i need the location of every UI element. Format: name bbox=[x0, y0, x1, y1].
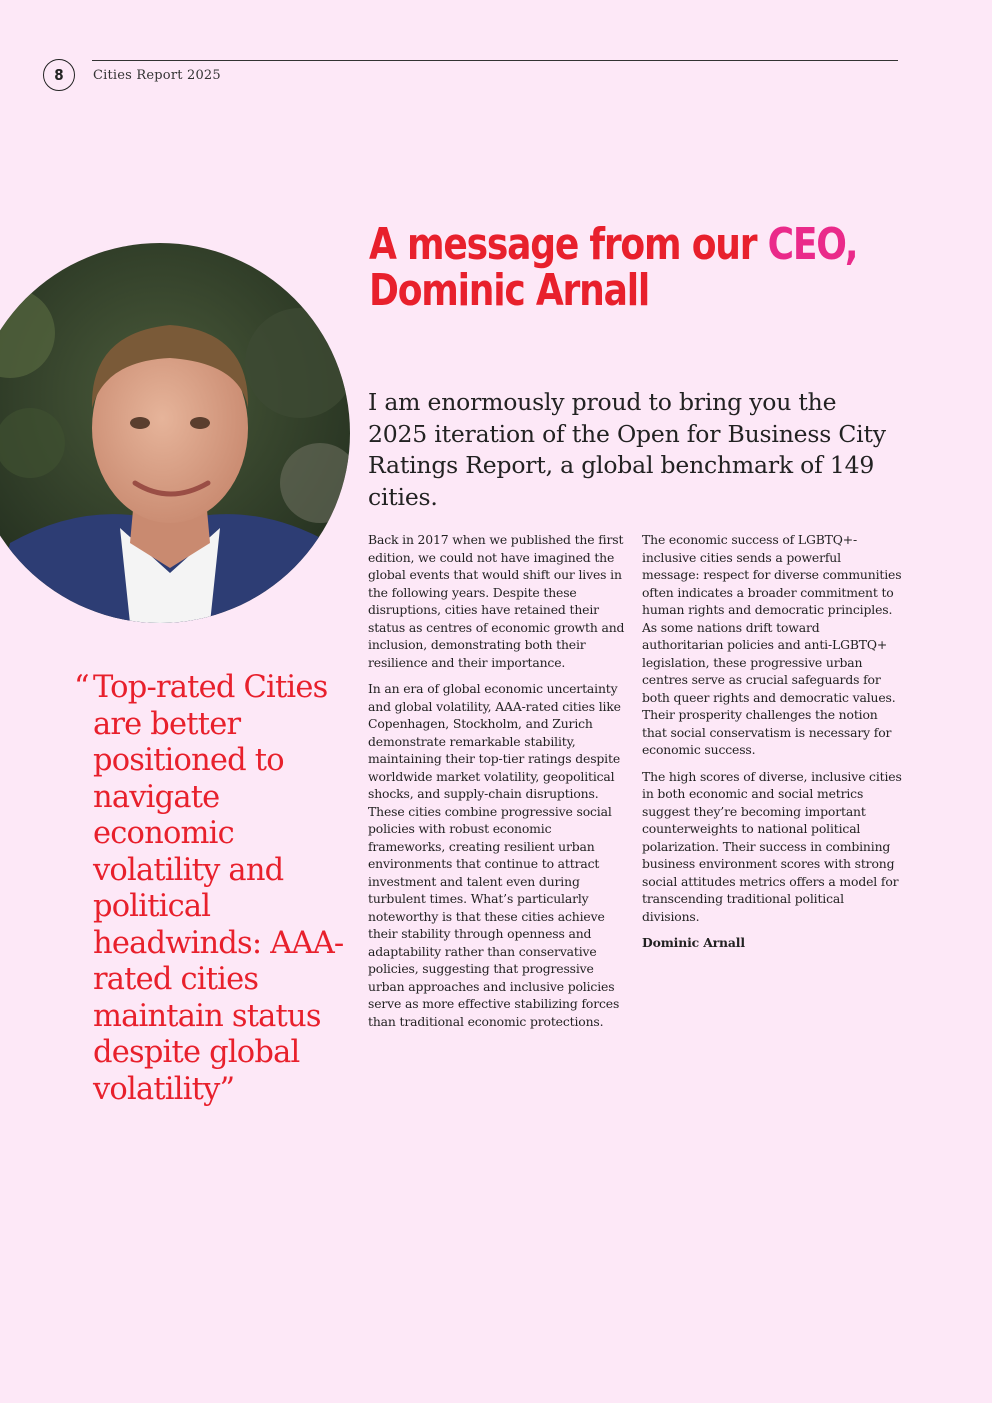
title-part1: A message from our bbox=[369, 219, 768, 270]
page-title bbox=[369, 219, 858, 316]
quote-open-mark: “ bbox=[74, 670, 89, 705]
page-number: 8 bbox=[43, 59, 75, 91]
ceo-portrait-photo bbox=[0, 243, 350, 623]
signature: Dominic Arnall bbox=[642, 935, 745, 950]
body-paragraph: The economic success of LGBTQ+-inclusive cities sends a powerful message: respect for diverse communities often indicates a broader commitment to human rights and democratic principles. As some nations drift toward authoritarian policies and anti-LGBTQ+ legislation, these progressive urban centres serve as crucial safeguards for both queer rights and democratic values. Their prosperity challenges the notion that social conservatism is necessary for economic success. bbox=[642, 532, 902, 757]
running-title: Cities Report 2025 bbox=[93, 68, 221, 83]
lead-paragraph: I am enormously proud to bring you the 2025 iteration of the Open for Business City Ratings Report, a global benchmark of 149 cities. bbox=[368, 388, 886, 511]
body-paragraph: Back in 2017 when we published the first edition, we could not have imagined the global events that would shift our lives in the following years. Despite these disruptions, cities have retained their status as centres of economic growth and inclusion, demonstrating both their resilience and their importance. bbox=[368, 532, 625, 670]
title-line2: Dominic Arnall bbox=[369, 265, 649, 316]
pull-quote bbox=[74, 670, 354, 1108]
pull-quote-text: Top-rated Cities are better positioned to navigate economic volatility and political headwinds: AAA-rated cities maintain status despite global volatility” bbox=[93, 670, 344, 1107]
body-column-right bbox=[642, 531, 902, 961]
body-column-left bbox=[368, 531, 628, 1039]
ceo-portrait-illustration bbox=[0, 243, 350, 623]
title-accent: CEO, bbox=[767, 219, 858, 270]
body-paragraph: The high scores of diverse, inclusive cities in both economic and social metrics suggest they’re becoming important counterweights to national political polarization. Their success in combining business environment scores with strong social attitudes metrics offers a model for transcending traditional political divisions. bbox=[642, 768, 902, 924]
body-paragraph: In an era of global economic uncertainty and global volatility, AAA-rated cities like Copenhagen, Stockholm, and Zurich demonstrate remarkable stability, maintaining their top-tier ratings despite worldwide market volatility, geopolitical shocks, and supply-chain disruptions. These cities combine progressive social policies with robust economic frameworks, creating resilient urban environments that continue to attract investment and talent even during turbulent times. What’s particularly noteworthy is that these cities achieve their stability through openness and adaptability rather than conservative policies, suggesting that progressive urban approaches and inclusive policies serve as more effective stabilizing forces than traditional economic protections. bbox=[368, 681, 621, 1029]
header-rule bbox=[92, 60, 898, 61]
